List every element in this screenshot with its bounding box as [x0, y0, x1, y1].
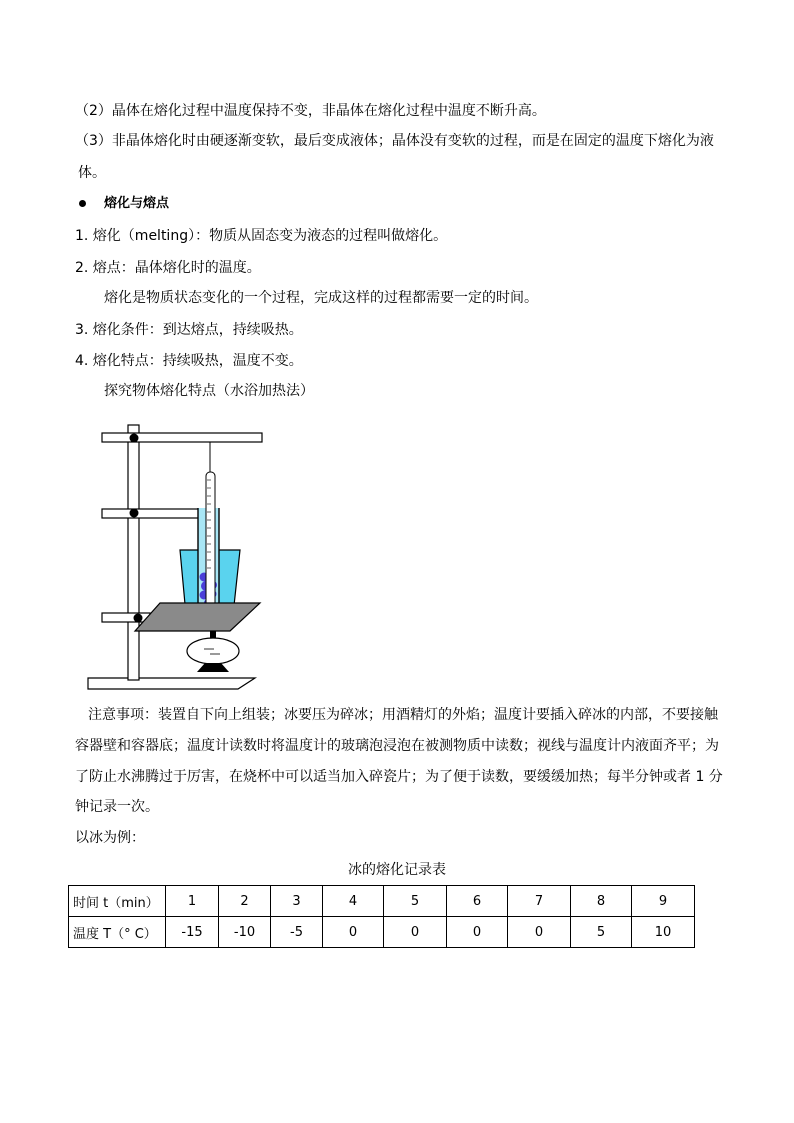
- item-3: 3. 熔化条件：到达熔点，持续吸热。: [75, 322, 303, 338]
- apparatus-diagram: [80, 420, 280, 695]
- experiment-title: 探究物体熔化特点（水浴加热法）: [104, 383, 314, 399]
- item-2: 2. 熔点：晶体熔化时的温度。: [75, 260, 261, 276]
- item-4: 4. 熔化特点：持续吸热，温度不变。: [75, 353, 303, 369]
- lamp-foot: [197, 663, 229, 672]
- table-cell: 4: [323, 886, 384, 917]
- row-header-temperature: 温度 T（° C）: [69, 917, 166, 948]
- item-2-note: 熔化是物质状态变化的一个过程，完成这样的过程都需要一定的时间。: [104, 290, 538, 306]
- table-cell: 5: [571, 917, 632, 948]
- table-cell: 10: [632, 917, 695, 948]
- clamp-knob-middle: [130, 509, 139, 518]
- stand-rod: [128, 425, 139, 680]
- thermometer: [206, 472, 215, 610]
- clamp-knob-bottom: [134, 614, 143, 623]
- table-cell: 9: [632, 886, 695, 917]
- table-cell: 5: [384, 886, 447, 917]
- table-row: [69, 886, 695, 917]
- paragraph-crystal-temp: （2）晶体在熔化过程中温度保持不变，非晶体在熔化过程中温度不断升高。: [75, 103, 546, 119]
- table-cell: 0: [384, 917, 447, 948]
- table-cell: 2: [219, 886, 271, 917]
- paragraph-amorphous-line2: 体。: [78, 165, 106, 181]
- table-cell: 7: [508, 886, 571, 917]
- clamp-knob-top: [130, 434, 139, 443]
- table-cell: 3: [271, 886, 323, 917]
- alcohol-lamp: [187, 638, 239, 664]
- table-row: [69, 917, 695, 948]
- notes-line3: 了防止水沸腾过于厉害，在烧杯中可以适当加入碎瓷片；为了便于读数，要缓缓加热；每半分钟或者 1 分: [75, 769, 723, 785]
- table-cell: -5: [271, 917, 323, 948]
- platform-net: [135, 603, 260, 631]
- table-cell: 0: [508, 917, 571, 948]
- table-cell: -15: [166, 917, 219, 948]
- notes-line2: 容器壁和容器底；温度计读数时将温度计的玻璃泡浸泡在被测物质中读数；视线与温度计内液面齐平；为: [75, 738, 719, 754]
- melting-record-table: [68, 885, 695, 948]
- table-cell: 1: [166, 886, 219, 917]
- table-cell: -10: [219, 917, 271, 948]
- bullet-icon: [79, 200, 86, 207]
- item-1: 1. 熔化（melting）：物质从固态变为液态的过程叫做熔化。: [75, 228, 448, 244]
- table-caption: 冰的熔化记录表: [348, 862, 446, 878]
- table-cell: 0: [447, 917, 508, 948]
- notes-line1: 注意事项：装置自下向上组装；冰要压为碎冰；用酒精灯的外焰；温度计要插入碎冰的内部，不要接触: [88, 707, 718, 723]
- row-header-time: 时间 t（min）: [69, 886, 166, 917]
- section-title: 熔化与熔点: [104, 196, 170, 211]
- example-label: 以冰为例：: [75, 830, 145, 846]
- table-cell: 6: [447, 886, 508, 917]
- paragraph-amorphous-line1: （3）非晶体熔化时由硬逐渐变软，最后变成液体；晶体没有变软的过程，而是在固定的温度下熔化为液: [75, 133, 714, 149]
- stand-base: [88, 678, 255, 689]
- notes-line4: 钟记录一次。: [75, 799, 159, 815]
- clamp-arm-middle: [102, 509, 200, 518]
- table-cell: 8: [571, 886, 632, 917]
- table-cell: 0: [323, 917, 384, 948]
- clamp-arm-top: [102, 433, 262, 442]
- clamp-arm-bottom: [102, 613, 150, 622]
